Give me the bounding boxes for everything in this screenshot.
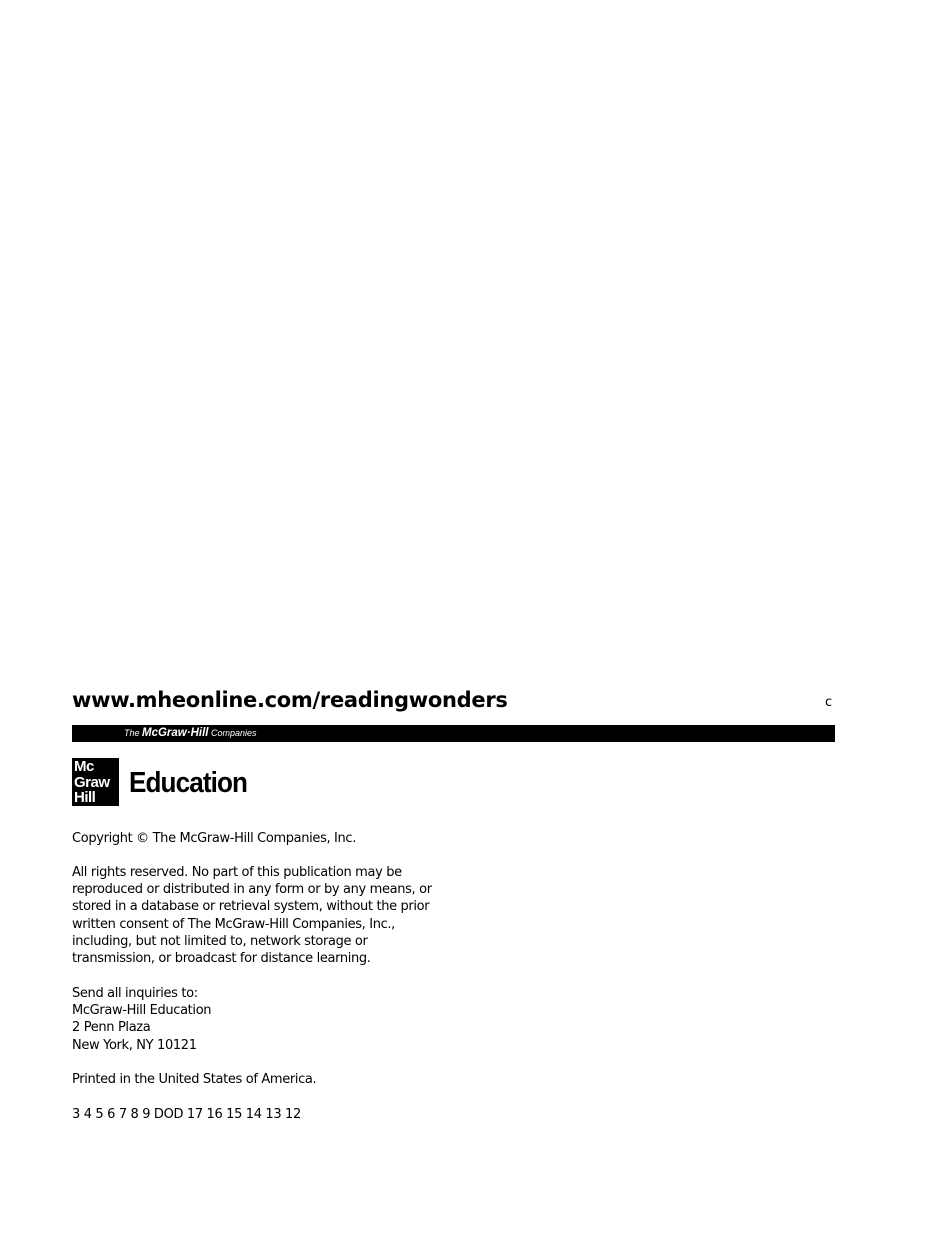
rights-line: transmission, or broadcast for distance learning. [72, 951, 371, 967]
logo-line-mc: Mc [74, 758, 94, 775]
corner-mark: c [825, 695, 833, 710]
rights-paragraph [72, 864, 432, 967]
banner-brand: McGraw·Hill [142, 727, 209, 739]
inquiries-line: New York, NY 10121 [72, 1037, 197, 1053]
inquiries-line: 2 Penn Plaza [72, 1020, 151, 1036]
printed-in-line: Printed in the United States of America. [72, 1072, 317, 1087]
banner-prefix: The [124, 728, 143, 738]
banner-text [124, 726, 257, 741]
website-url: www.mheonline.com/readingwonders [72, 688, 508, 712]
banner-suffix: Companies [208, 728, 257, 738]
inquiries-line: McGraw-Hill Education [72, 1003, 212, 1019]
copyright-line: Copyright © The McGraw-Hill Companies, Inc. [72, 831, 357, 846]
rights-line: written consent of The McGraw-Hill Companies, Inc., [72, 916, 395, 932]
publisher-banner [72, 725, 835, 742]
logo-line-hill: Hill [74, 789, 96, 806]
rights-line: All rights reserved. No part of this publication may be [72, 865, 402, 880]
print-line-numbers: 3 4 5 6 7 8 9 DOD 17 16 15 14 13 12 [72, 1107, 301, 1122]
rights-line: reproduced or distributed in any form or by any means, or [72, 882, 432, 898]
logo-line-graw: Graw [74, 774, 110, 791]
rights-line: including, but not limited to, network storage or [72, 933, 368, 949]
rights-line: stored in a database or retrieval system, without the prior [72, 899, 430, 915]
inquiries-line: Send all inquiries to: [72, 986, 198, 1001]
inquiries-address [72, 985, 211, 1054]
logo-wordmark-education: Education [129, 767, 248, 799]
mcgraw-hill-logo-icon [72, 758, 119, 806]
